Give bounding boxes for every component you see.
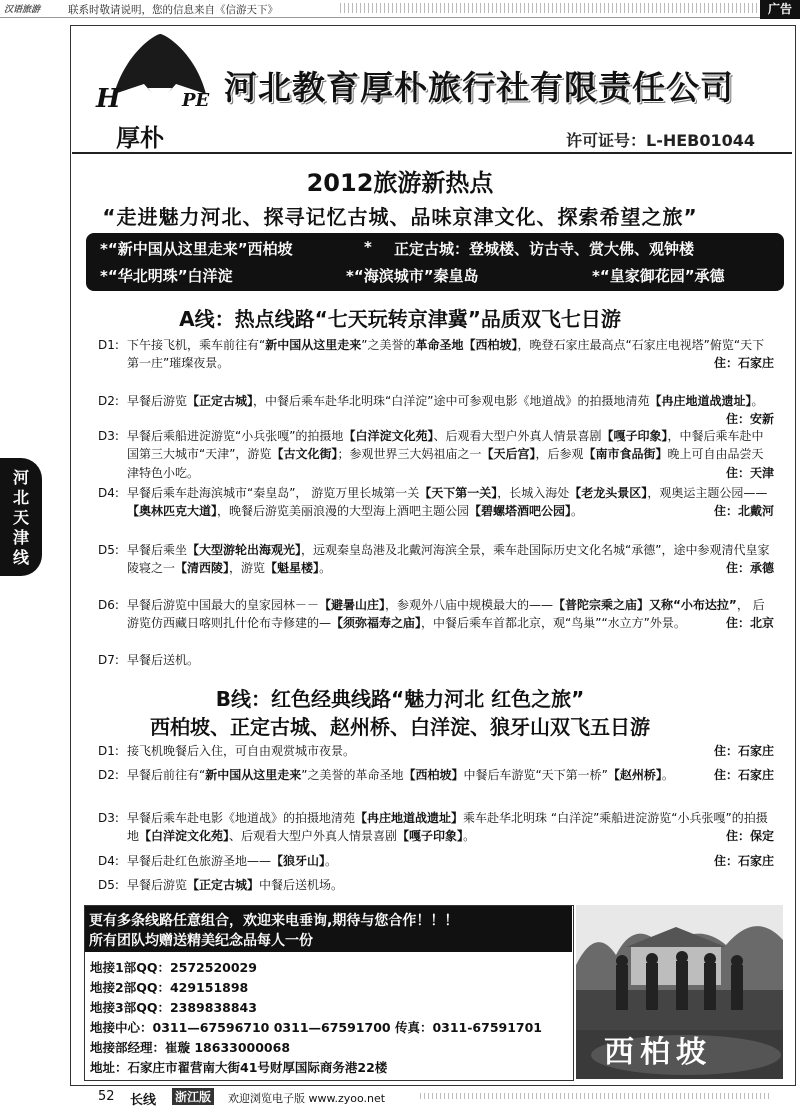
attraction-name: 【清西陵】 [175, 561, 230, 576]
attraction-name: 【天后宫】 [481, 447, 536, 462]
route-b-title: B线：红色经典线路“魅力河北 红色之旅” [215, 687, 585, 711]
day-text: 、后观看大型户外真人情景喜剧 [433, 429, 602, 443]
xibaipo-photo [576, 905, 783, 1079]
day-text: 。 [571, 504, 584, 519]
itinerary-day [98, 596, 774, 633]
day-description [127, 392, 774, 427]
day-text: ”之美誉的 [361, 338, 416, 352]
attraction-name: 【赵州桥】 [607, 768, 662, 782]
day-description [127, 852, 774, 870]
day-text: 早餐后乘车赴海滨城市“秦皇岛”， 游览万里长城第一关 [127, 486, 420, 500]
attraction-name: 【魁星楼】 [265, 561, 320, 576]
day-label: D4: [98, 854, 119, 868]
attraction-name: 【奥林匹克大道】 [127, 504, 218, 519]
photo-caption: 西柏坡 [604, 1035, 712, 1070]
day-text: 早餐后乘船进淀游览“小兵张嘎”的拍摄地 [127, 429, 344, 443]
day-description [127, 336, 774, 373]
overnight-city: 住：石家庄 [713, 768, 774, 782]
day-description [127, 651, 774, 669]
itinerary-day [98, 852, 774, 870]
day-description [127, 484, 774, 521]
company-name: 河北教育厚朴旅行社有限责任公司 [224, 68, 734, 107]
highlight-item: * [364, 238, 372, 256]
day-text: ”之美誉的革命圣地 [301, 768, 404, 782]
itinerary-day [98, 651, 774, 669]
contact-qq-1: 地接1部QQ：2572520029 [90, 960, 257, 975]
logo-chinese: 厚朴 [116, 124, 164, 152]
divider [72, 152, 792, 154]
highlights-box [86, 233, 784, 291]
edition-badge: 浙江版 [172, 1088, 214, 1105]
overnight-city: 住：安新 [725, 412, 774, 427]
attraction-name: 【天下第一关】 [419, 486, 498, 500]
day-text: ；参观世界三大妈祖庙之一 [337, 447, 482, 462]
day-label: D2: [98, 768, 119, 782]
day-description [127, 596, 774, 633]
overnight-city: 住：石家庄 [713, 854, 774, 868]
itinerary-day [98, 484, 774, 521]
contact-header-line: 更有多条线路任意组合，欢迎来电垂询,期待与您合作！！！ [89, 913, 459, 929]
day-text: ，游览 [229, 561, 266, 576]
overnight-city: 住：北戴河 [713, 504, 774, 519]
top-info-bar [0, 0, 800, 18]
day-text: 早餐后游览中国最大的皇家园林－－ [127, 598, 320, 612]
decorative-stripes [420, 1093, 770, 1099]
day-label: D1: [98, 338, 119, 352]
attraction-name: 【避暑山庄】 [319, 598, 386, 612]
day-text: 早餐后游览 [127, 878, 188, 892]
day-description [127, 742, 774, 760]
day-text: ， 后游览仿西藏日喀则扎什伦布寺修建的— [127, 598, 765, 631]
day-text: ，观奥运主题公园—— [647, 486, 768, 500]
day-label: D5: [98, 878, 119, 892]
overnight-city: 住：天津 [725, 465, 774, 480]
day-text: 早餐后送机。 [127, 653, 200, 667]
attraction-name: 【西柏坡】 [403, 768, 464, 782]
contact-note: 联系时敬请说明，您的信息来自《信游天下》 [68, 4, 278, 16]
day-text: ，参观外八庙中规模最大的—— [385, 598, 554, 612]
day-text: ，晚登石家庄最高点“石家庄电视塔”俯览“天下第一庄”璀璨夜景。 [127, 338, 765, 371]
day-label: D3: [98, 429, 119, 443]
website-note: 欢迎浏览电子版 www.zyoo.net [228, 1092, 386, 1105]
itinerary-day [98, 392, 774, 429]
side-tab-label: 河北天津线 [12, 468, 29, 567]
day-text: 。 [319, 561, 332, 576]
day-text: 早餐后乘坐 [127, 543, 188, 557]
attraction-name: 【大型游轮出海观光】 [187, 543, 302, 557]
day-text: 。 [463, 829, 476, 844]
day-description [127, 541, 774, 578]
day-label: D7: [98, 653, 119, 667]
attraction-name: 【正定古城】 [187, 878, 260, 892]
overnight-city: 住：石家庄 [713, 744, 774, 758]
day-text: 早餐后赴红色旅游圣地—— [127, 854, 272, 868]
day-label: D3: [98, 811, 119, 825]
itinerary-day [98, 336, 774, 373]
day-text: 早餐后乘车赴电影《地道战》的拍摄地清苑 [127, 811, 356, 825]
day-text: 。 [751, 394, 764, 408]
itinerary-day [98, 766, 774, 784]
itinerary-day [98, 541, 774, 578]
itinerary-day [98, 742, 774, 760]
route-b-subtitle: 西柏坡、正定古城、赵州桥、白洋淀、狼牙山双飞五日游 [150, 715, 650, 739]
day-text: ，晚餐后游览美丽浪漫的大型海上酒吧主题公园 [217, 504, 470, 519]
day-text: ，后参观 [535, 447, 584, 462]
publication-logo: 汉语旅游 [4, 5, 41, 15]
itinerary-day [98, 876, 774, 894]
ad-badge: 广告 [760, 0, 800, 19]
day-text: 接飞机晚餐后入住，可自由观赏城市夜景。 [127, 744, 356, 758]
attraction-name: 【须弥福寿之庙】 [331, 616, 422, 631]
highlight-item: *“皇家御花园”承德 [592, 267, 725, 285]
contact-address: 地址：石家庄市翟营南大街41号财厚国际商务港22楼 [90, 1060, 388, 1075]
day-text: 中餐后送机场。 [259, 878, 344, 892]
contact-phones: 地接中心：0311—67596710 0311—67591700 传真：0311-67591701 [90, 1020, 543, 1035]
highlight-item: *“海滨城市”秦皇岛 [346, 267, 479, 285]
attraction-name: 【南市食品街】 [583, 447, 668, 462]
attraction-name: 【正定古城】 [187, 394, 254, 408]
overnight-city: 住：承德 [725, 561, 774, 576]
day-text: 、后观看大型户外真人情景喜剧 [229, 829, 398, 844]
day-label: D1: [98, 744, 119, 758]
day-text: 下午接飞机，乘车前往有“ [127, 338, 266, 352]
promo-slogan: “走进魅力河北、探寻记忆古城、品味京津文化、探索希望之旅” [102, 205, 698, 229]
license-number: 许可证号：L-HEB01044 [566, 131, 756, 150]
promo-headline: 2012旅游新热点 [306, 169, 494, 197]
overnight-city: 住：石家庄 [713, 356, 774, 371]
day-text: ，长城入海处 [497, 486, 570, 500]
attraction-name: 【古文化街】 [271, 447, 338, 462]
section-label: 长线 [130, 1093, 157, 1108]
day-description [127, 876, 774, 894]
day-text: 早餐后前往有“ [127, 768, 206, 782]
day-label: D4: [98, 486, 119, 500]
day-text: ，远观秦皇岛港及北戴河海滨全景，乘车赴国际历史文化名城“承德”，途中参观清代皇家陵寝之一 [127, 543, 770, 576]
attraction-name: 新中国从这里走来 [265, 338, 362, 352]
attraction-name: 【冉庄地道战遗址】 [649, 394, 752, 408]
overnight-city: 住：北京 [725, 616, 774, 631]
attraction-name: 【碧螺塔酒吧公园】 [469, 504, 572, 519]
logo-letters-pe: PE [182, 90, 210, 111]
decorative-stripes [340, 3, 760, 13]
day-label: D2: [98, 394, 119, 408]
day-text: 早餐后游览 [127, 394, 188, 408]
contact-manager: 地接部经理：崔璇 18633000068 [90, 1040, 291, 1055]
itinerary-day [98, 427, 774, 482]
day-description [127, 427, 774, 482]
day-text: ，中餐后乘车赴华北明珠“白洋淀”途中可参观电影《地道战》的拍摄地清苑 [253, 394, 650, 408]
attraction-name: 【狼牙山】 [271, 854, 326, 868]
day-text: ，中餐后乘车首都北京，观“鸟巢”“水立方”外景。 [421, 616, 686, 631]
attraction-name: 【普陀宗乘之庙】又称“小布达拉” [553, 598, 737, 612]
side-category-tab [0, 458, 42, 576]
highlight-item: *“华北明珠”白洋淀 [100, 267, 233, 285]
day-text: 中餐后车游览“天下第一桥” [463, 768, 608, 782]
day-text: 乘车赴华北明珠 “白洋淀”乘船进淀游览“小兵张嘎”的拍摄地 [127, 811, 768, 844]
contact-header-line: 所有团队均赠送精美纪念品每人一份 [89, 933, 313, 949]
attraction-name: 新中国从这里走来 [205, 768, 302, 782]
highlight-item: *“新中国从这里走来”西柏坡 [100, 240, 293, 258]
attraction-name: 【老龙头景区】 [569, 486, 648, 500]
day-text: ，中餐后乘车赴中国第三大城市“天津”，游览 [127, 429, 764, 462]
attraction-name: 【嘎子印象】 [397, 829, 464, 844]
day-description [127, 809, 774, 846]
day-description [127, 766, 774, 784]
company-logo [96, 32, 216, 150]
logo-letter-h: H [96, 84, 121, 114]
attraction-name: 革命圣地【西柏坡】 [415, 338, 518, 352]
attraction-name: 【白洋淀文化苑】 [139, 829, 230, 844]
day-label: D6: [98, 598, 119, 612]
page-number: 52 [98, 1089, 115, 1104]
attraction-name: 【白洋淀文化苑】 [343, 429, 434, 443]
day-text: 晚上可自由品尝天津特色小吃。 [127, 447, 764, 480]
attraction-name: 【冉庄地道战遗址】 [355, 811, 464, 825]
day-text: 。 [325, 854, 338, 868]
contact-qq-2: 地接2部QQ：429151898 [90, 980, 249, 995]
day-text: 。 [661, 768, 674, 782]
contact-header [85, 906, 572, 952]
contact-qq-3: 地接3部QQ：2389838843 [90, 1000, 257, 1015]
itinerary-day [98, 809, 774, 846]
highlight-item: 正定古城：登城楼、访古寺、赏大佛、观钟楼 [394, 240, 695, 258]
overnight-city: 住：保定 [725, 829, 774, 844]
day-label: D5: [98, 543, 119, 557]
route-a-title: A线：热点线路“七天玩转京津冀”品质双飞七日游 [179, 307, 621, 331]
attraction-name: 【嘎子印象】 [601, 429, 668, 443]
